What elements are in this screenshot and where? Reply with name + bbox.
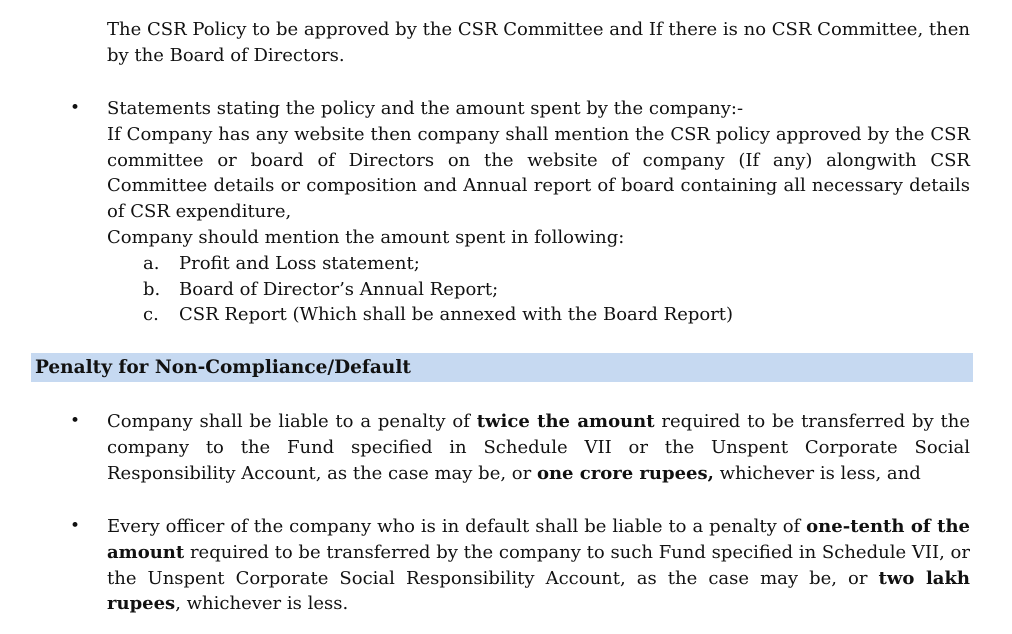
statements-heading: Statements stating the policy and the amount spent by the company:- [107,98,744,119]
statements-body: If Company has any website then company shall mention the CSR policy approved by the CSR committee or board of Directors on the website of company (If any) alongwith CSR Committee details or composition and Annual report of board containing all necessary details of CSR expenditure, [107,123,970,223]
penalty-section-heading: Penalty for Non-Compliance/Default [31,353,973,382]
company-penalty-text-1: Company shall be liable to a penalty of [107,411,477,432]
list-item [107,302,970,328]
company-penalty-text-2: required to be transferred by the company to the Fund specified in Schedule VII or the Unspent Corporate Social Responsibility Account, as the case may be, or [107,411,970,484]
list-item [107,251,970,277]
company-penalty-paragraph [107,409,970,486]
officer-penalty-bullet: • [70,516,81,536]
company-penalty-bullet: • [70,411,81,431]
list-item [107,277,970,303]
officer-penalty-text-3: , whichever is less. [175,593,349,615]
intro-paragraph [107,17,970,69]
statements-bullet: • [70,98,81,118]
officer-penalty-paragraph [107,514,970,617]
list-item-marker: c. [143,304,159,326]
officer-penalty-bold-2: two lakh rupees [107,567,970,615]
company-penalty-bold-1: twice the amount [476,411,655,432]
statements-block [107,96,970,328]
list-item-marker: a. [143,252,160,274]
company-penalty-bold-2: one crore rupees, [536,462,714,484]
officer-penalty-text-1: Every officer of the company who is in default shall be liable to a penalty of [107,516,807,537]
list-item-text: Board of Director’s Annual Report; [179,278,499,300]
officer-penalty-bold-1: one-tenth of the amount [107,516,971,563]
list-item-text: Profit and Loss statement; [179,252,420,274]
intro-text: The CSR Policy to be approved by the CSR Committee and If there is no CSR Committee, then by the Board of Directors. [107,19,970,66]
list-item-text: CSR Report (Which shall be annexed with the Board Report) [179,304,734,326]
statements-lead: Company should mention the amount spent in following: [107,226,625,248]
amount-spent-list [107,251,970,328]
officer-penalty-text-2: required to be transferred by the company to such Fund specified in Schedule VII, or the Unspent Corporate Social Responsibility Account, as the case may be, or [107,541,970,589]
company-penalty-text-3: whichever is less, and [713,462,921,484]
list-item-marker: b. [143,278,161,300]
